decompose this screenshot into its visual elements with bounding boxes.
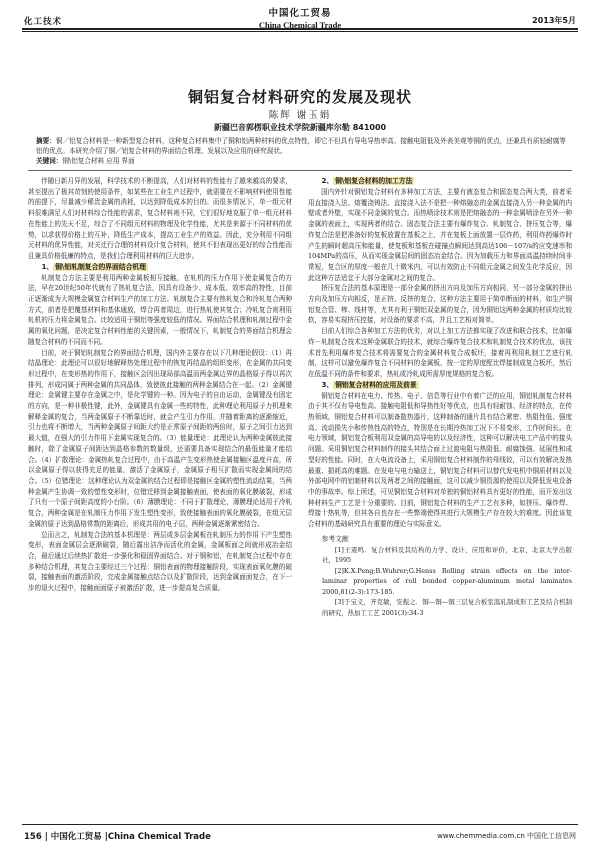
page-footer: [22, 824, 578, 842]
left-column: [28, 176, 292, 594]
references-title: 参考文献: [321, 534, 349, 543]
abstract: [36, 137, 566, 156]
website-link[interactable]: www.chemmedia.com.cn 中国化工信息网: [437, 832, 576, 840]
reference-item: [3]于宝义，齐克敏，安振之．铜—铜—铜三层复合板室温轧制成形工艺及结合机制的研究，热加工工艺 2001(3):34-3: [322, 598, 572, 617]
section-3-title: 铜铝复合材料的应用及前景: [335, 380, 417, 389]
keywords-label: 关键词：: [36, 157, 63, 165]
keywords: [36, 157, 566, 167]
section-1-paragraph-3: 总而言之，轧制复合法的基本机理是：两层或多层金属板在轧制压力的作用下产生塑性变形，表面金属层会逐渐破裂，随后露出洁净而活化的金属，金属板面之间就形成冶金结合，最后通过后续热扩散进一步强化和稳固界面结合。对于铜和铝，在轧制复合过程中存在多种结合机理，其复合主要经过三个过程：铜铝表面的物理接触阶段，实现表面氧化膜的破裂，接触表面的激活阶段，完成金属接触点结合以及扩散阶段，达到金属面面复合，在下一步的退火过程中，接触面面原子被激活扩散，进一步提高复合质量。: [28, 530, 292, 593]
section-2-paragraph-3: 目前人们综合各种加工方法的优劣，对以上加工方法都实现了改进和联合技术，比如爆炸－轧制复合技术这种金属联合的技术，就综合爆炸复合技术和轧制复合技术的优点，该技术首先利用爆炸复合技术将需要复合的金属材料复合成板坯，接着再利用轧制工艺进行轧制，这样可以避免爆炸复合不同材料的金属板，按一定的厚度配比焊接制成复合板坯，然后在低温不同的条件和要求，热轧或冷轧成所需厚度规格的复合板。: [308, 327, 572, 378]
header-rule-thin: [22, 31, 578, 32]
abstract-separator: [28, 170, 572, 171]
column-label: 化工技术: [24, 17, 63, 27]
section-1-paragraph-2: 目前，对于铜铝轧制复合的界面结合机理，国内外主要存在以下几种理论假设：（1）再结晶理论：此理论可以很好地解释热处理过程中的恢复再结晶的组织变形，在金属的共同变形过程中，在变形热的作用下，接触区会因出现局部高温而两金属边界的晶格原子得以再次排列，形成同属于两种金属的共同晶体，致使彼此接触的两种金属结合在一起。（2）金属键理论：金属键主要存在金属之中，是化学键的一种。因为电子的自由运动，金属键没有固定的方向，是一种非极性键，此外，金属键具有金属一些的特性，此种理论利用原子力机理来解释金属的复合，当两金属原子不断靠近时，就会产生引力作用，并随着距离的逐渐缩近，引力也将不断增大，当两种金属原子间距大约是正常原子间距的两倍时，原子之间引力达到最大值，在强大的引力作用下金属实现复合的。（3）能量理论：此理论认为两种金属彼此接触时，除了金属原子间距达到晶格参数的数量级，还需要具备实现结合的最低能量才能结合。（4）扩散理论：金属热轧复合过程中，由于高温产生变形热使金属接触区温度升高，所以金属原子得以获得充足的能量，激活了金属原子，金属原子相互扩散而实现金属间的结合。（5）位错理论：这种理论认为双金属的结合过程即是接触区金属的塑性流动结果，当两种金属产生协调一致的塑性变形时，位错迁移到金属接触表面，使表面的氧化膜破裂，形成了只有一个原子间距高度的小台阶。（6）薄膜理论：不同于扩散理论，薄膜理论适用于冷轧复合，两种金属是在轧制压力作用下发生塑性变形，致使接触表面的氧化膜破裂，在组元层金属的原子达到晶格常数的距离后，形成共用的电子层，两种金属逐渐紧密结合。: [28, 348, 292, 528]
right-column: [308, 176, 572, 618]
section-1-heading: [28, 262, 292, 273]
section-1-title: 铜\铝轧制复合的界面结合机理: [55, 262, 146, 271]
article-authors: 陈辉 谢玉娟: [268, 110, 332, 121]
journal-name-cn: 中国化工贸易: [268, 8, 332, 19]
intro-paragraph: 伴随日新月异的发展，科学技术的不断提高，人们对材料的性能有了越来越高的要求，甚至提出了极其苛刻的使用条件，如某些在工业生产过程中，就需要在不影响材料使用性能的前提下，尽量减少稀贵金属的消耗，以达到降低成本的目的。而很多情况下，单一组元材料很难满足人们对材料综合性能的需求，复合材料则不同，它们很好地克服了单一组元材料在性能上的先天不足，综合了不同组元材料的物理及化学性能，尤其是来源于不同材料的优势，以求获得价格上的互补，降低生产成本，提高工业生产的效益。因此，充分利用不同组元材料的优异性能，对关迁行合理的材料设计复合材料，使其不但表现出更好的综合性能而且兼具价格低廉的特点，是我们合理利用材料的巨大进步。: [28, 177, 292, 260]
reference-item: [2]K.X.Peng;B.Wuhrer;G.Henss Rolling strain effects on the inter-laminar properties of roll bonded copper-aluminum metal laminates 2000,81(2-3):173-185.: [322, 566, 572, 596]
section-2-paragraph-1: 国内外针对铜铝复合材料有多种加工方法，主要有液态复合和固态复合两大类，前者采用直接浇入法、熔覆浇铸法、直接浇入法不是把一种熔融态的金属直接浇入另一种金属的内壁或者外壁，实现不同金属的复合。而热喷涂技术则是把熔融态的一种金属喷涂在另外一种金属的表面上，实现两者的结合。固态复合法主要有爆炸复合、轧制复合、挤压复合等，爆炸复合法是把准备好的复板放置在基板之上，并在复板上面放置一层炸药，利用炸药爆炸时产生的瞬时超高压和能量，使复板和基板在碰撞点瞬间达到高达106－107/s的应变速率和104MPa的高压，从而实现金属层间的固态冶金结合。因为加载压力和界面高温持续时间非常短，复合区的厚度一般在几十微米内，可以有效防止不同组元金属之间发生化学反应，因此这种方法适宜于大部分金属对之间的复合。: [308, 188, 572, 282]
abstract-text: 铜／铝复合材料是一种新型复合材料，这种复合材料集中了铜和铝两种材料的优点特性，即它不但具有导电导热率高、接触电阻低及外表美观等铜的优点，还兼具有质轻耐腐等铝的优点。本研究介绍了铜／铝复合材料的界面结合机理、发展以及应用的研究现状。: [36, 137, 567, 155]
footer-rule: [22, 824, 578, 825]
keywords-text: 铜\铝复合材料 应用 界面: [62, 157, 135, 165]
reference-item: [1]王震鸣．复合材料及其结构的力学、设计、应用和评价，北京，北京大学出版社，1995: [322, 545, 572, 565]
section-1-paragraph-1: 轧制复合方法主要是利用两种金属板相互接触，在轧机的压力作用下使金属复合的方法，早在20世纪50年代就有了热轧复合法，因具有设备少、成本低、效率高的特性，目前正逐渐成为大规模金属复合材料生产的加工方法。轧制复合主要有热轧复合和冷轧复合两种方式，前者是把覆基材料和基体通放，焊合再者周边，进行热轧使其复合；冷轧复合则利用轧机的压力将金属复合。比较适用于铜铝等强度较低的情况。界面结合机理和轧制过程中金属的氧化问题，是决定复合材料性能的关键因素，一般情况下，轧制复合的界面结合机理会随复合材料的不同而不同。: [28, 273, 292, 346]
section-1-number: 1、: [41, 262, 54, 271]
abstract-label: 摘要：: [36, 137, 56, 145]
article-affiliation: 新疆巴音郭楞职业技术学院新疆库尔勒 841000: [213, 123, 387, 132]
journal-name-en: China Chemical Trade: [258, 20, 342, 30]
section-2-number: 2、: [321, 177, 334, 185]
section-3-paragraph-1: 铜铝复合材料在电力、传热、电子、信息等行业中有着广泛的应用，铜铝轧制复合材料由于其不仅有导电性高、接触电阻低和导热性好等优点，也具有轻耐蚀、经济的特点，在传热领域，铜铝复合材料可以制备散热器片，这种制备的通片具有结合紧密、热阻性低、强度高、流动损失小和传热性高的特点，特别是在长期冷热加工况下不易变形，工作时间长。在电力领域，铜铝复合板利用双金属的高导电的以及经济性，这种可以解决电工产品中的接头问题。采用铜铝复合材料制作的接头其结合面上过渡电阻与热阻低、耐腐蚀强、延展性和成型好的性能。同时，在大电流设备上，采用铜铝复合材料制作的母线铰，可以有效解决发热最重、损耗高的难题。在发电与电力输送上，铜铝复合材料可以替代发电机中铜质材料以及外部电网中的铝制材料以及两者之间的接触面，这可以减少铜资源的使用以及降低发电设备中的事故率。综上所述，可见铜铝复合材料对单独的铜铝材料具有更好的性能，而开发出这种材料生产工艺是十分重要的。目前，铜铝复合材料的生产工艺有多种，如挤压、爆炸焊、焊接十热轧等，但其各自也存在一些弊端使得其进行大规模生产存在较大的难度。因此该复合材料的基础研究具有重要的理论与实际意义。: [308, 391, 572, 529]
article-title: 铜铝复合材料研究的发展及现状: [187, 88, 412, 106]
issue-date: 2013年5月: [532, 16, 576, 25]
section-3-heading: [308, 380, 572, 391]
header-rule: [22, 28, 578, 30]
page-number-info: 156 | 中国化工贸易 |China Chemical Trade: [24, 832, 211, 842]
section-2-paragraph-2: 挤压复合法的基本原理是一部分金属的挤出方向及加压方向相同，另一部分金属的挤出方向及加压方向相反，是正挤、反挤的复合，这种方法主要用于简单断面的材料，如生产铜铝复合管、棒、线材等，尤其有利于铜铝双金属的复合，因为铜铝这两种金属的材质均比较软，容易实现挤压控接，对设备的要求不高，并且工艺相对简单。: [308, 284, 572, 325]
section-2-title: 铜\铝复合材料的加工方法: [335, 177, 413, 185]
journal-header: [0, 5, 600, 30]
section-2-heading: [308, 176, 572, 187]
section-3-number: 3、: [321, 380, 334, 389]
